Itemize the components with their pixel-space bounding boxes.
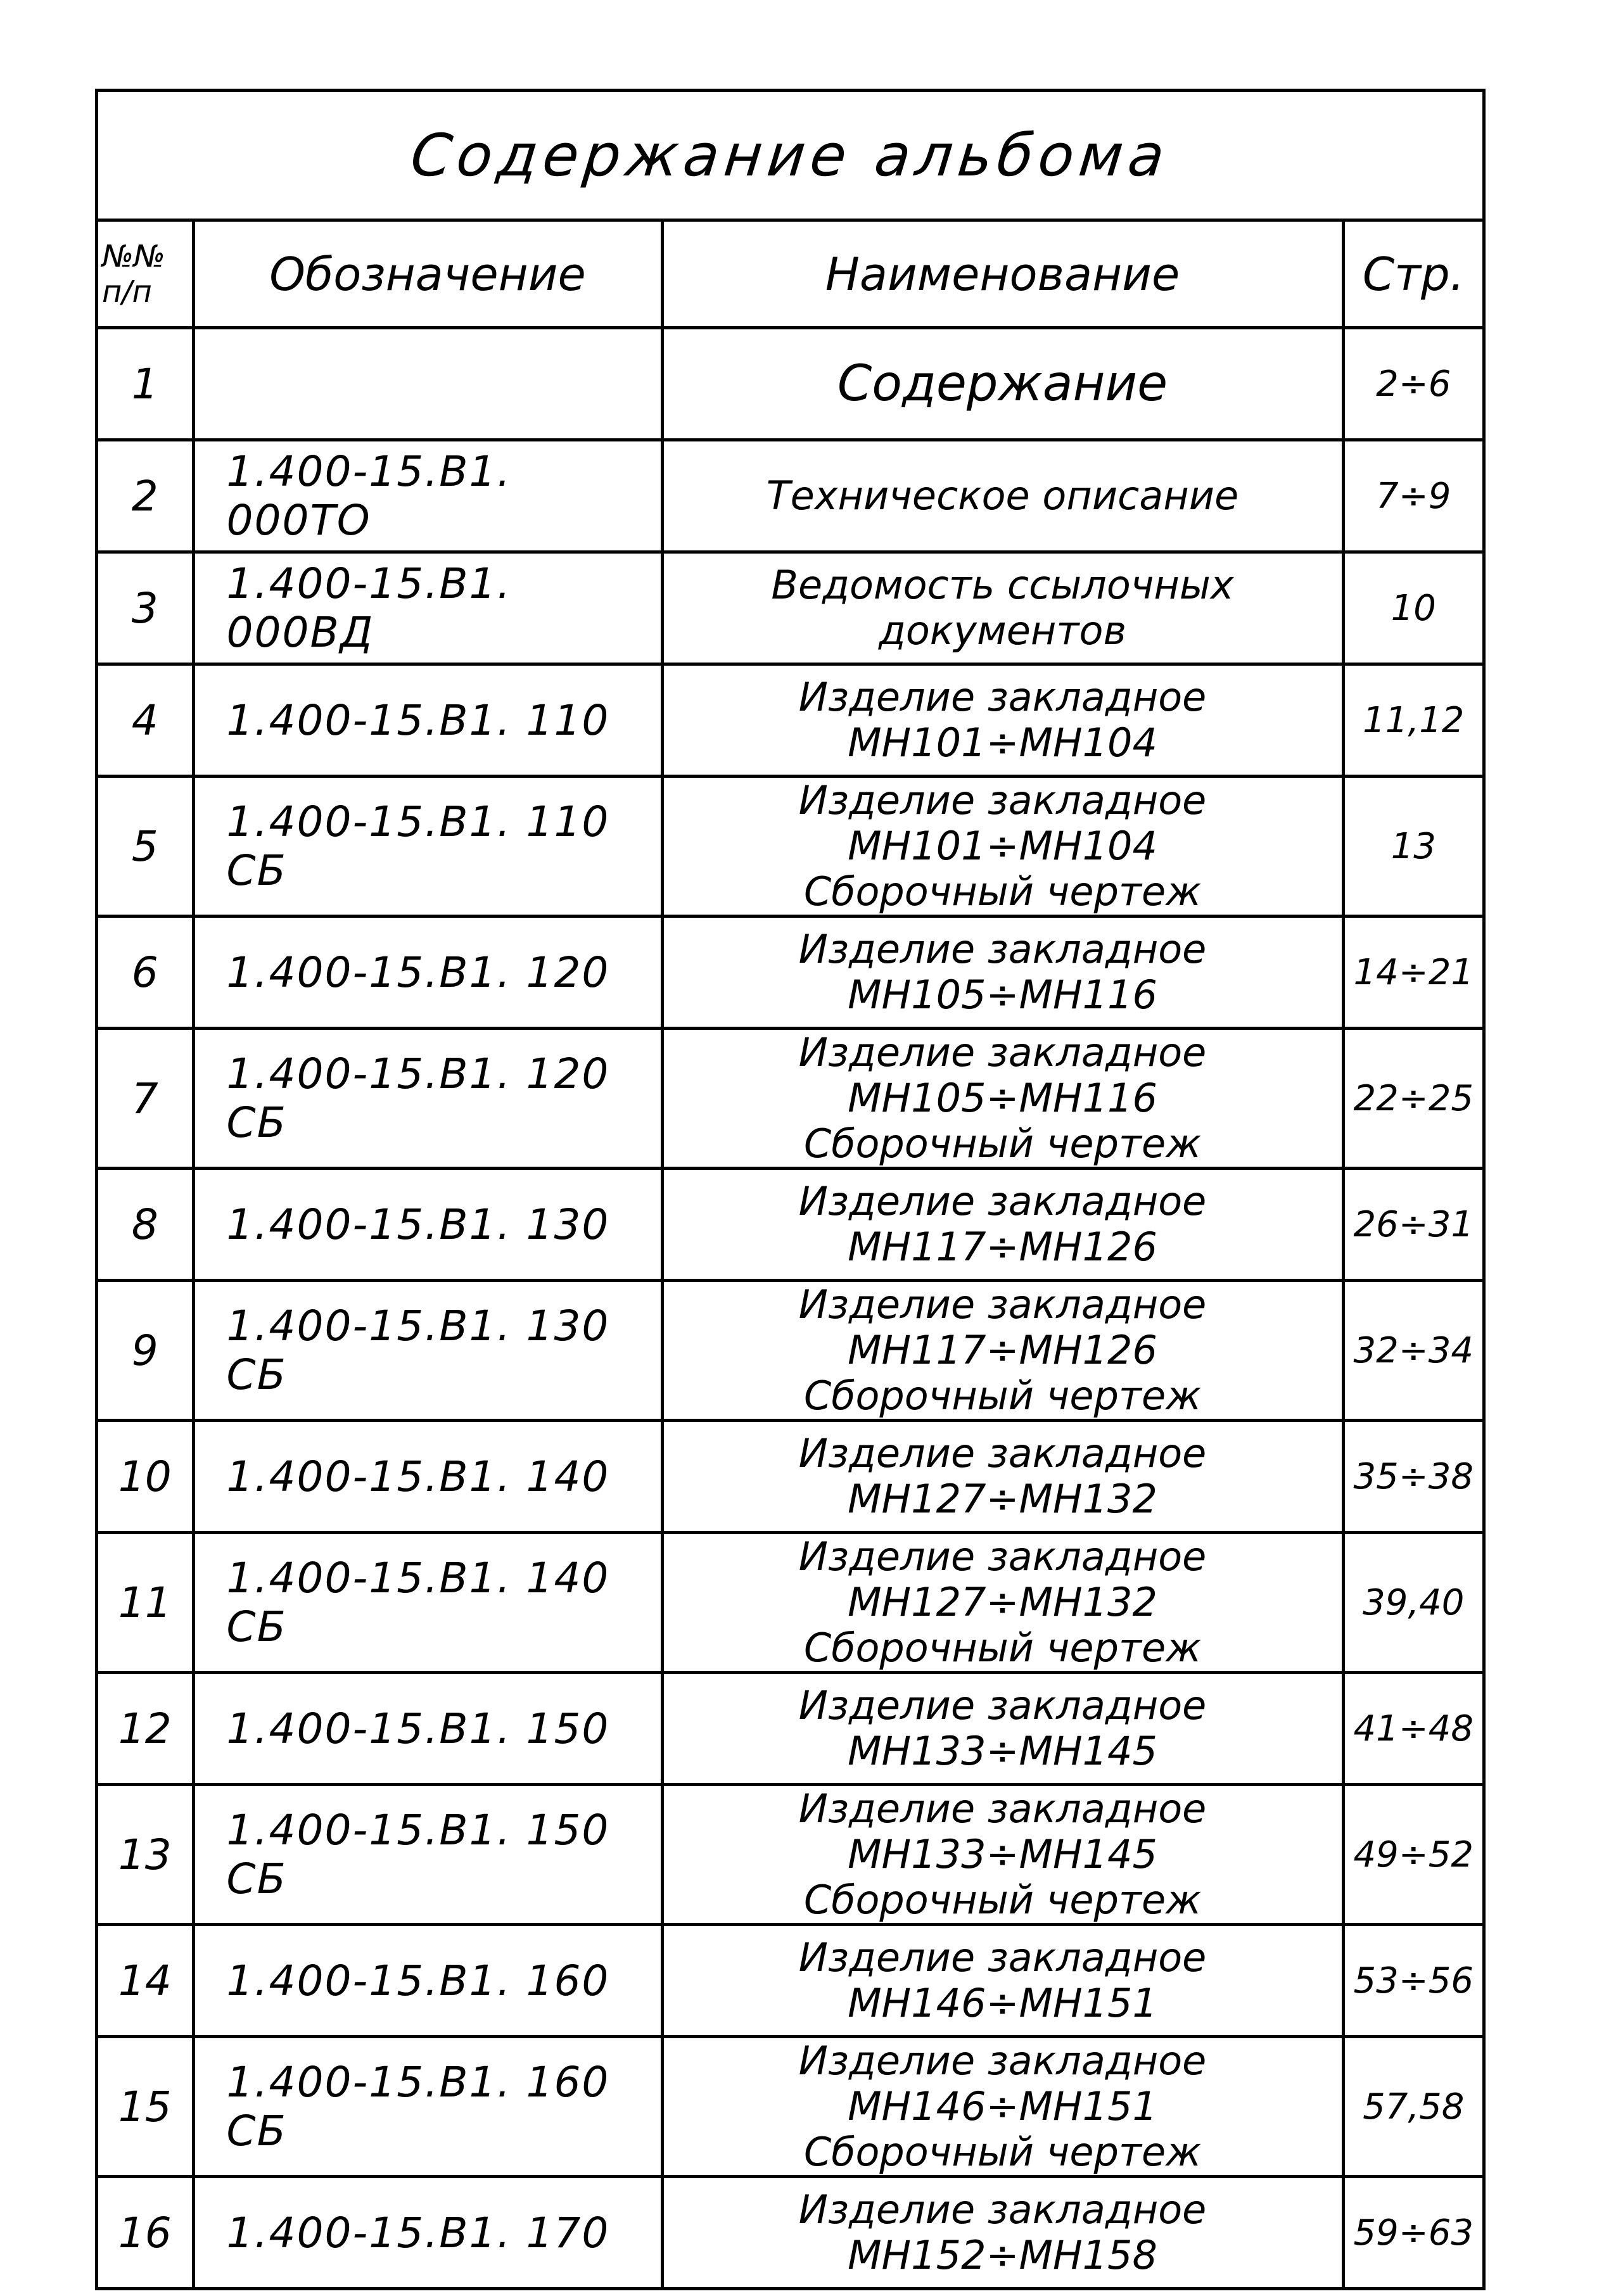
row-number: 14	[98, 1925, 193, 2037]
row-number: 4	[98, 664, 193, 777]
row-name-line-2: Сборочный чертеж	[803, 1120, 1202, 1167]
row-designation: 1.400-15.В1. 110	[193, 664, 662, 777]
table-row	[98, 440, 1482, 552]
row-name-line-1: Изделие закладное	[798, 674, 1207, 720]
row-name-line-2: МН152÷МН158	[848, 2232, 1157, 2278]
table-row	[98, 2177, 1482, 2289]
row-page: 57,58	[1343, 2037, 1482, 2177]
row-name-line-2: Сборочный чертеж	[803, 1625, 1202, 1671]
table-row	[98, 1421, 1482, 1533]
row-page: 10	[1343, 552, 1482, 664]
row-page: 39,40	[1343, 1533, 1482, 1673]
row-designation: 1.400-15.В1. 170	[193, 2177, 662, 2289]
table-row	[98, 1281, 1482, 1421]
row-number: 1	[98, 328, 193, 440]
row-designation: 1.400-15.В1. 160 СБ	[193, 2037, 662, 2177]
row-designation: 1.400-15.В1. 130 СБ	[193, 1281, 662, 1421]
row-number: 15	[98, 2037, 193, 2177]
row-name	[662, 1029, 1343, 1169]
row-number: 6	[98, 916, 193, 1029]
row-designation: 1.400-15.В1. 150 СБ	[193, 1785, 662, 1925]
row-name	[662, 328, 1343, 440]
table-row	[98, 777, 1482, 916]
row-number: 10	[98, 1421, 193, 1533]
row-name-line-2: МН117÷МН126	[848, 1224, 1157, 1270]
row-name-line-1: Изделие закладное	[798, 1682, 1207, 1728]
row-designation: 1.400-15.В1. 140 СБ	[193, 1533, 662, 1673]
row-page: 14÷21	[1343, 916, 1482, 1029]
row-name-line-1: Изделие закладное	[798, 1430, 1207, 1476]
row-name-line-1: Изделие закладное МН133÷МН145	[798, 1785, 1207, 1877]
row-page: 2÷6	[1343, 328, 1482, 440]
table-row	[98, 1029, 1482, 1169]
row-designation: 1.400-15.В1. 000ТО	[193, 440, 662, 552]
row-name-line-1: Изделие закладное МН101÷МН104	[798, 777, 1207, 869]
row-number: 5	[98, 777, 193, 916]
header-row	[98, 222, 1482, 328]
table-row	[98, 328, 1482, 440]
table-row	[98, 2037, 1482, 2177]
row-name-line-1: Изделие закладное	[798, 926, 1207, 972]
table-row	[98, 664, 1482, 777]
row-number: 11	[98, 1533, 193, 1673]
row-designation: 1.400-15.В1. 120 СБ	[193, 1029, 662, 1169]
table-row	[98, 916, 1482, 1029]
header-designation: Обозначение	[193, 222, 662, 328]
row-page: 59÷63	[1343, 2177, 1482, 2289]
row-name	[662, 1421, 1343, 1533]
row-number: 16	[98, 2177, 193, 2289]
table-row	[98, 1673, 1482, 1785]
row-number: 2	[98, 440, 193, 552]
row-name	[662, 777, 1343, 916]
contents-table	[98, 222, 1482, 2290]
row-name-line-2: Сборочный чертеж	[803, 1373, 1202, 1419]
row-name-line-1: Изделие закладное	[798, 1934, 1207, 1981]
row-designation: 1.400-15.В1. 160	[193, 1925, 662, 2037]
row-name	[662, 916, 1343, 1029]
row-designation: 1.400-15.В1. 120	[193, 916, 662, 1029]
header-page: Стр.	[1343, 222, 1482, 328]
row-name	[662, 1169, 1343, 1281]
row-page: 26÷31	[1343, 1169, 1482, 1281]
table-row	[98, 552, 1482, 664]
row-name-line-2: МН105÷МН116	[848, 972, 1157, 1018]
row-name-line-2: Сборочный чертеж	[803, 868, 1202, 915]
row-name	[662, 1925, 1343, 2037]
row-name-line-1: Техническое описание	[766, 473, 1239, 519]
row-name-line-1: Содержание	[837, 355, 1168, 412]
row-name	[662, 2177, 1343, 2289]
row-page: 41÷48	[1343, 1673, 1482, 1785]
row-name-line-2: МН101÷МН104	[848, 720, 1157, 766]
row-name-line-1: Изделие закладное МН127÷МН132	[798, 1533, 1207, 1625]
row-name	[662, 552, 1343, 664]
header-num: №№ п/п	[98, 222, 193, 328]
row-name-line-1: Изделие закладное МН105÷МН116	[798, 1029, 1207, 1121]
row-name-line-1: Изделие закладное МН117÷МН126	[798, 1281, 1207, 1373]
table-row	[98, 1925, 1482, 2037]
row-name	[662, 2037, 1343, 2177]
row-designation: 1.400-15.В1. 110 СБ	[193, 777, 662, 916]
row-page: 53÷56	[1343, 1925, 1482, 2037]
row-designation: 1.400-15.В1. 150	[193, 1673, 662, 1785]
table-row	[98, 1169, 1482, 1281]
header-name: Наименование	[662, 222, 1343, 328]
row-number: 8	[98, 1169, 193, 1281]
table-row	[98, 1533, 1482, 1673]
row-name-line-2: МН133÷МН145	[848, 1728, 1157, 1774]
row-name-line-2: Сборочный чертеж	[803, 1877, 1202, 1923]
row-name-line-2: МН146÷МН151	[848, 1980, 1157, 2026]
row-page: 11,12	[1343, 664, 1482, 777]
row-name-line-1: Ведомость ссылочных документов	[771, 562, 1234, 654]
row-name	[662, 1281, 1343, 1421]
row-name	[662, 1533, 1343, 1673]
row-designation: 1.400-15.В1. 140	[193, 1421, 662, 1533]
row-page: 7÷9	[1343, 440, 1482, 552]
row-designation	[193, 328, 662, 440]
row-number: 13	[98, 1785, 193, 1925]
row-page: 49÷52	[1343, 1785, 1482, 1925]
row-name-line-1: Изделие закладное МН146÷МН151	[798, 2038, 1207, 2129]
table-row	[98, 1785, 1482, 1925]
row-name-line-2: Сборочный чертеж	[803, 2129, 1202, 2175]
row-name	[662, 1785, 1343, 1925]
row-number: 7	[98, 1029, 193, 1169]
row-name	[662, 664, 1343, 777]
row-designation: 1.400-15.В1. 000ВД	[193, 552, 662, 664]
album-title: Содержание альбома	[407, 121, 1173, 189]
row-designation: 1.400-15.В1. 130	[193, 1169, 662, 1281]
row-page: 22÷25	[1343, 1029, 1482, 1169]
row-number: 12	[98, 1673, 193, 1785]
row-page: 35÷38	[1343, 1421, 1482, 1533]
row-page: 13	[1343, 777, 1482, 916]
row-number: 9	[98, 1281, 193, 1421]
contents-sheet	[95, 89, 1486, 2290]
row-name	[662, 1673, 1343, 1785]
row-name-line-1: Изделие закладное	[798, 1178, 1207, 1224]
row-name-line-2: МН127÷МН132	[848, 1476, 1157, 1522]
row-name-line-1: Изделие закладное	[798, 2186, 1207, 2233]
row-name	[662, 440, 1343, 552]
row-page: 32÷34	[1343, 1281, 1482, 1421]
row-number: 3	[98, 552, 193, 664]
title-row	[98, 92, 1482, 222]
